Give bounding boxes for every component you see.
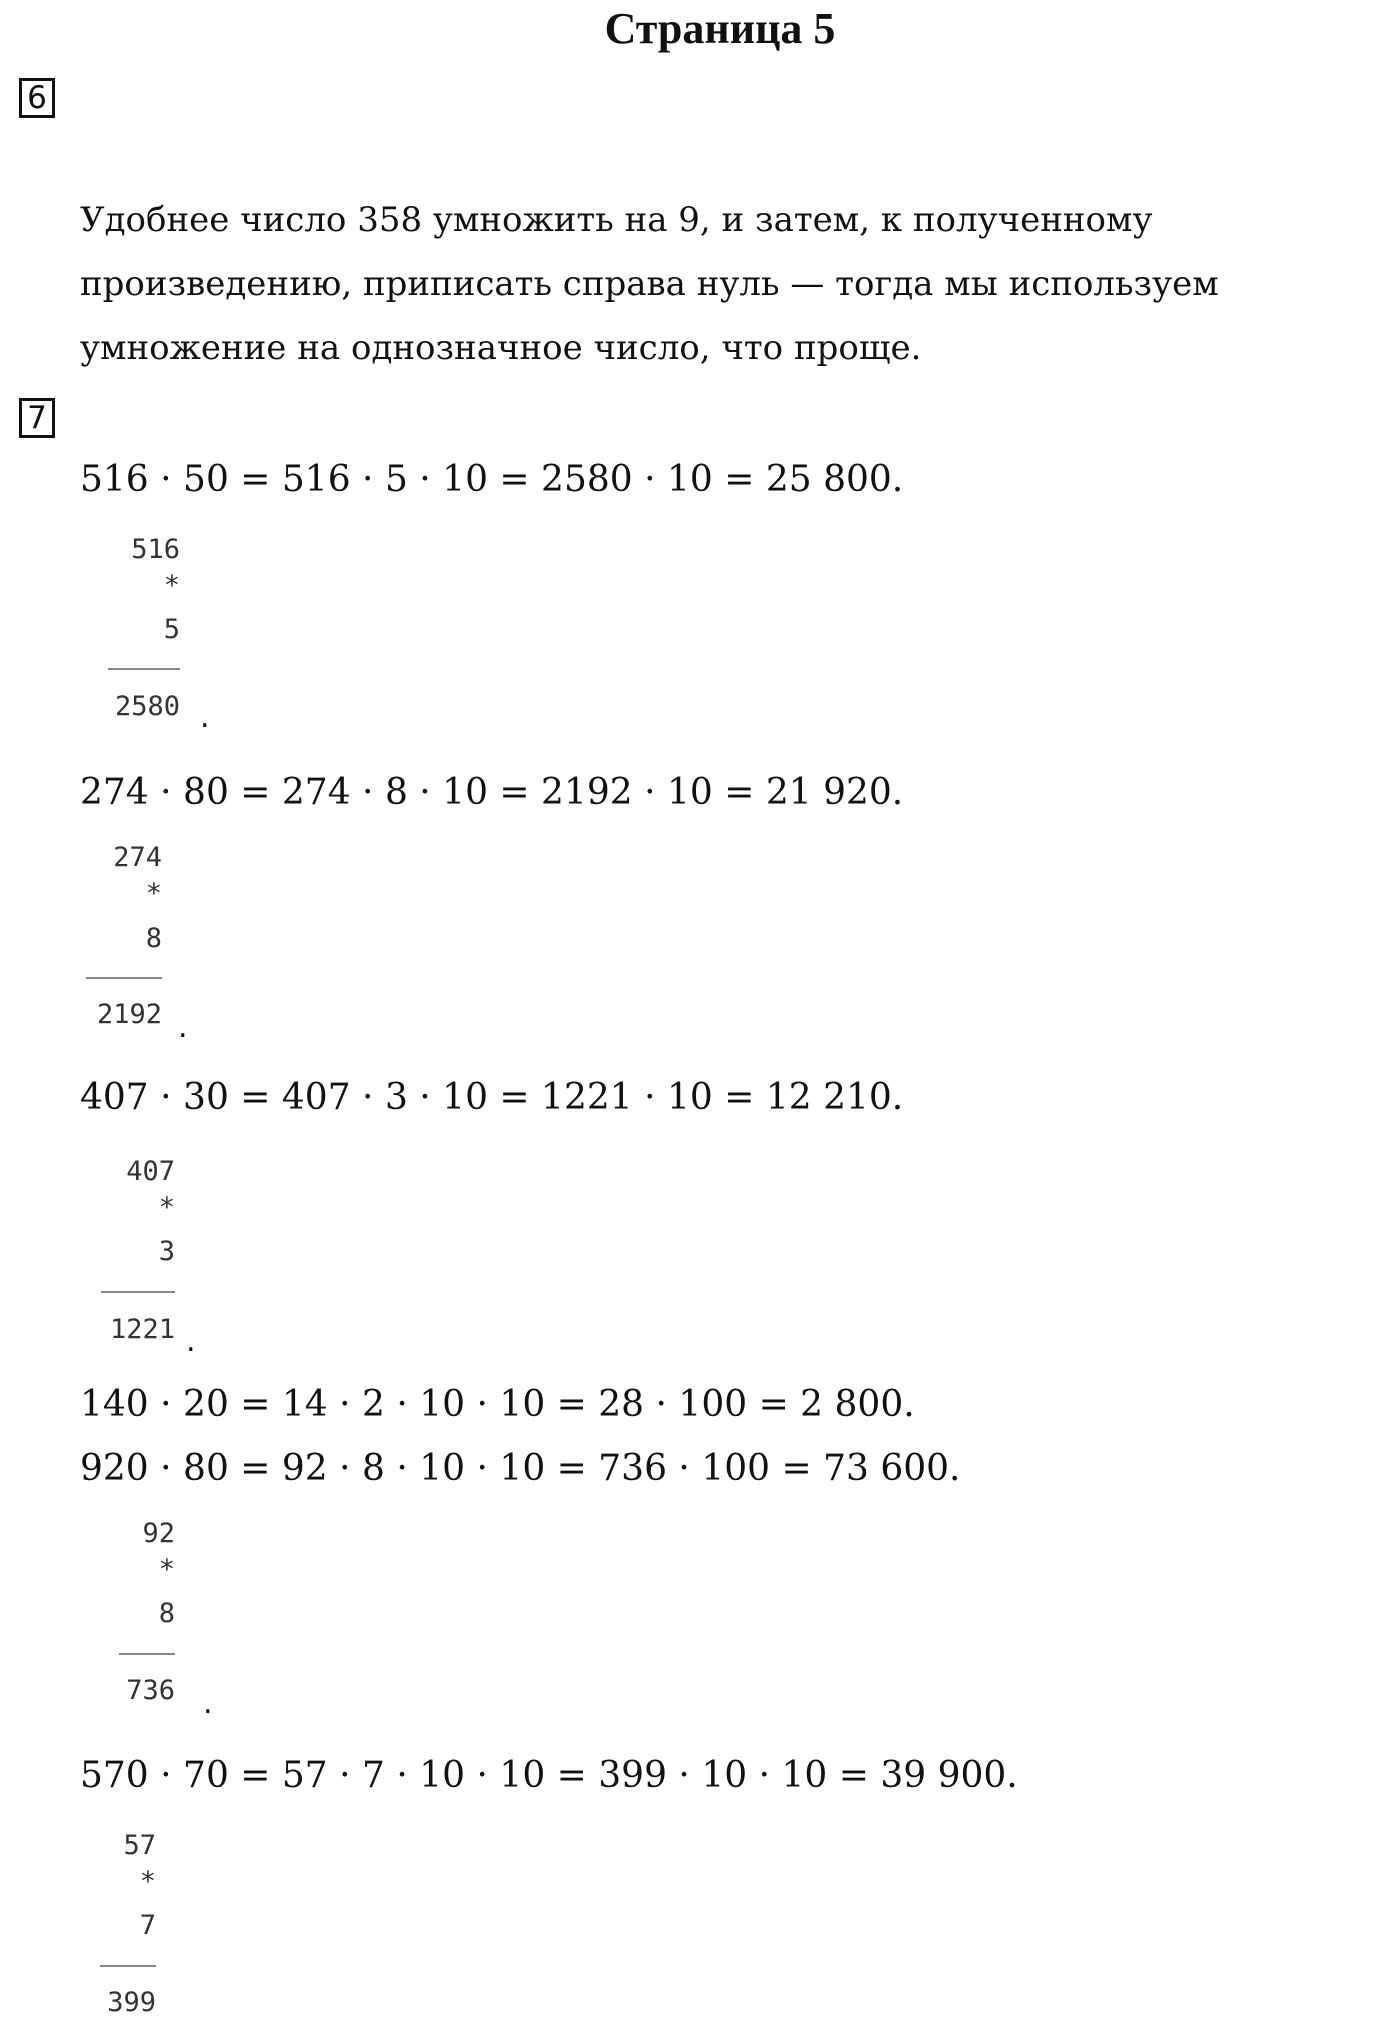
calc-sign: * — [163, 570, 180, 601]
calc-dot: . — [186, 1324, 196, 1359]
task-number-7: 7 — [19, 398, 55, 438]
calc-multiplicand: 92 — [142, 1518, 175, 1549]
calc-multiplier: 8 — [158, 1598, 175, 1629]
column-multiplication-4 — [100, 1518, 213, 1721]
calc-divider — [108, 668, 180, 670]
calc-sign: * — [145, 878, 162, 909]
page-title: Страница 5 — [604, 4, 836, 53]
calc-multiplicand: 274 — [113, 842, 162, 873]
calc-sign: * — [158, 1554, 175, 1585]
calc-divider — [101, 1291, 175, 1293]
equation-6: 570 · 70 = 57 · 7 · 10 · 10 = 399 · 10 · 10 = 39 900. — [80, 1755, 1018, 1796]
column-multiplication-5 — [80, 1831, 156, 2016]
calc-divider — [86, 977, 162, 979]
calc-multiplicand: 57 — [123, 1830, 156, 1861]
calc-result: 1221 — [109, 1314, 175, 1345]
equation-3: 407 · 30 = 407 · 3 · 10 = 1221 · 10 = 12 210. — [80, 1077, 904, 1118]
task6-line-1: Удобнее число 358 умножить на 9, и затем, к полученному — [80, 200, 1153, 240]
task6-line-3: умножение на однозначное число, что проще. — [80, 328, 922, 368]
column-multiplication-3 — [95, 1156, 196, 1359]
calc-result: 399 — [107, 1987, 156, 2018]
calc-sign: * — [139, 1866, 156, 1897]
calc-sign: * — [158, 1192, 175, 1223]
column-multiplication-1 — [100, 534, 210, 735]
calc-multiplicand: 407 — [126, 1156, 175, 1187]
calc-multiplier: 7 — [139, 1910, 156, 1941]
calc-multiplier: 8 — [145, 923, 162, 954]
calc-divider — [100, 1965, 156, 1967]
calc-multiplier: 3 — [158, 1236, 175, 1267]
equation-2: 274 · 80 = 274 · 8 · 10 = 2192 · 10 = 21 920. — [80, 772, 904, 813]
task6-line-2: произведению, приписать справа нуль — тогда мы используем — [80, 264, 1219, 304]
calc-dot: . — [203, 1686, 213, 1721]
calc-multiplicand: 516 — [131, 534, 180, 565]
calc-dot: . — [178, 1010, 188, 1045]
equation-4: 140 · 20 = 14 · 2 · 10 · 10 = 28 · 100 = 2 800. — [80, 1384, 915, 1425]
calc-result: 2580 — [114, 691, 180, 722]
task6-paragraph — [80, 188, 1380, 380]
calc-divider — [119, 1653, 175, 1655]
column-multiplication-2 — [80, 842, 188, 1045]
task-number-6: 6 — [19, 78, 55, 118]
equation-5: 920 · 80 = 92 · 8 · 10 · 10 = 736 · 100 = 73 600. — [80, 1448, 961, 1489]
calc-dot: . — [200, 700, 210, 735]
calc-multiplier: 5 — [163, 614, 180, 645]
calc-result: 736 — [126, 1675, 175, 1706]
equation-1: 516 · 50 = 516 · 5 · 10 = 2580 · 10 = 25 800. — [80, 459, 904, 500]
calc-result: 2192 — [96, 999, 162, 1030]
